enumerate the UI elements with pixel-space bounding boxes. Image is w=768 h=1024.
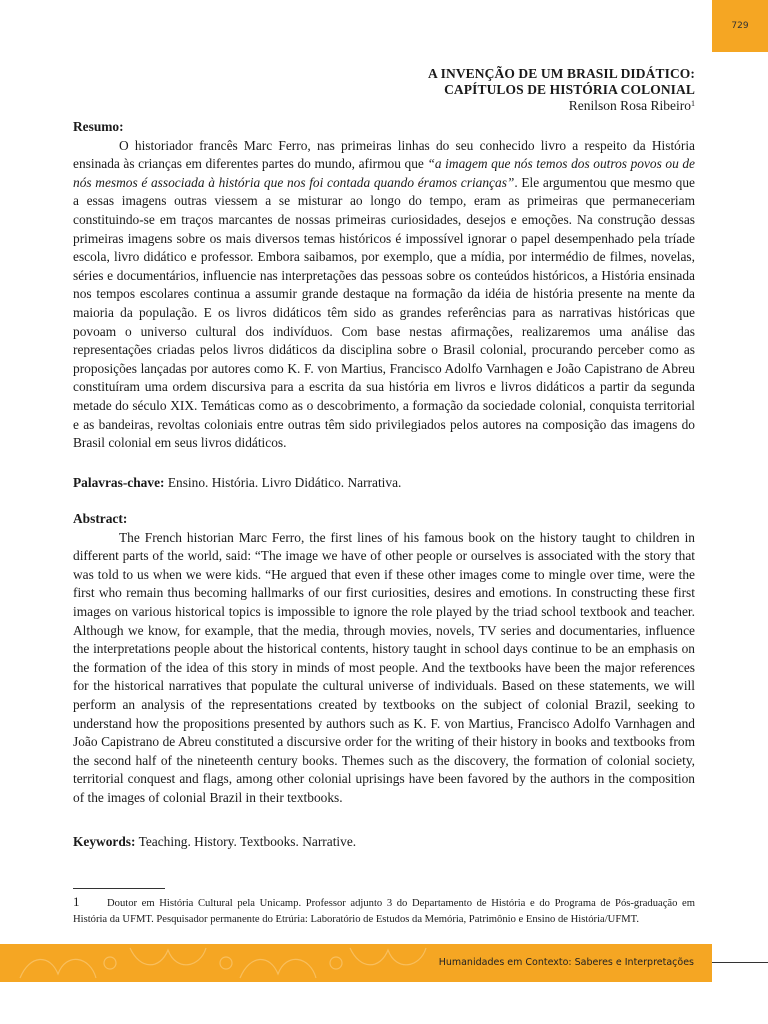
resumo-section <box>73 118 695 453</box>
resumo-quote: “a imagem que nós temos dos outros povos ou de nós mesmos é associada à história que nos foi contada quando éramos crianças” <box>73 156 695 190</box>
footnote <box>73 894 695 928</box>
author-footnote-marker: 1 <box>691 99 695 108</box>
article-title-line-1: A INVENÇÃO DE UM BRASIL DIDÁTICO: <box>428 66 695 81</box>
article-title-line-2: CAPÍTULOS DE HISTÓRIA COLONIAL <box>444 82 695 97</box>
footer-band <box>0 944 712 982</box>
article-header <box>428 66 695 114</box>
resumo-text-after: . Ele argumentou que mesmo que a essas imagens outras viessem a se misturar ao longo do tempo, eram as primeiras que permaneceriam constituindo-se em traços marcantes de nossas primeiras curiosidades, desejos e emoções. Na construção dessas primeiras imagens sobre os mais diversos temas históricos é impossível ignorar o papel desempenhado pela tríade escola, livro didático e professor. Embora saibamos, por exemplo, que a mídia, por intermédio de filmes, novelas, séries e documentários, influencie nas interpretações das pessoas sobre os conteúdos históricos, a História ensinada nos tempos escolares continua a assumir grande destaque na formação da idéia de história presente na mente da maioria da população. E os livros didáticos têm sido as grandes referências para as narrativas históricas que povoam o universo cultural dos indivíduos. Com base nestas afirmações, realizaremos uma análise das representações criadas pelos livros didáticos da disciplina sobre o Brasil colonial, procurando perceber como as proposições lançadas por autores como K. F. von Martius, Francisco Adolfo Varnhagen e João Capistrano de Abreu constituíram uma ordem discursiva para a escrita da sua história em livros e livros didáticos a partir da segunda metade do século XIX. Temáticas como as o descobrimento, a formação da sociedade colonial, conquista territorial e as bandeiras, revoltas coloniais entre outras têm sido privilegiados pelos autores na composição das imagens do Brasil colonial em seus livros didáticos. <box>73 174 695 451</box>
resumo-paragraph <box>73 137 695 453</box>
keywords-text: Teaching. History. Textbooks. Narrative. <box>138 834 357 849</box>
author-name: Renilson Rosa Ribeiro <box>568 98 691 113</box>
keywords-label: Keywords: <box>73 834 136 849</box>
footnote-divider <box>73 888 165 889</box>
journal-name: Humanidades em Contexto: Saberes e Interpretações <box>438 957 694 968</box>
abstract-section <box>73 510 695 808</box>
abstract-label: Abstract: <box>73 511 128 526</box>
abstract-paragraph: The French historian Marc Ferro, the first lines of his famous book on the history taught to children in different parts of the world, said: “The image we have of other people or ourselves is associated with the story that was told to us when we were kids. “He argued that even if these other images come to mingle over time, were the first who remain thus becoming hallmarks of our first curiosities, desires and emotions. In constructing these first images on various historical topics is impossible to ignore the role played by the triad school textbook and teacher. Although we know, for example, that the media, through movies, novels, TV series and documentaries, influence the interpretations people about the historical contents, history taught in school days continue to be an emphasis on the formation of the idea of this story in minds of most people. And the textbooks have been the major references for the historical narratives that populate the cultural universe of individuals. Based on these statements, we will perform an analysis of the representations created by textbooks on the subject of colonial Brazil, seeking to understand how the propositions presented by authors such as K. F. von Martius, Francisco Adolfo Varnhagen and João Capistrano de Abreu constituted a discursive order for the writing of their history in books and textbooks from the second half of the nineteenth century books. Themes such as the discovery, the formation of colonial society, territorial conquest and flags, among other colonial uprisings have been favored by the authors in the composition of the images of colonial Brazil in their textbooks. <box>73 529 695 805</box>
footnote-text: Doutor em História Cultural pela Unicamp. Professor adjunto 3 do Departamento de História e do Programa de Pós-graduação em História da UFMT. Pesquisador permanente do Etrúria: Laboratório de Estudos da Memória, Patrimônio e Ensino de História/UFMT. <box>73 898 695 925</box>
palavras-chave-text: Ensino. História. Livro Didático. Narrativa. <box>167 475 402 490</box>
resumo-label: Resumo: <box>73 119 124 134</box>
resumo-text-before: O historiador francês Marc Ferro, nas primeiras linhas do seu conhecido livro a respeito da História ensinada às crianças em diferentes partes do mundo, afirmou que <box>73 137 695 172</box>
palavras-chave-line <box>73 474 695 493</box>
page-number: 729 <box>731 21 749 31</box>
footer-rule <box>712 962 768 963</box>
keywords-line <box>73 833 695 852</box>
page-number-tab <box>712 0 768 52</box>
author-line <box>428 98 695 114</box>
footnote-number: 1 <box>73 894 80 909</box>
palavras-chave-label: Palavras-chave: <box>73 475 165 490</box>
